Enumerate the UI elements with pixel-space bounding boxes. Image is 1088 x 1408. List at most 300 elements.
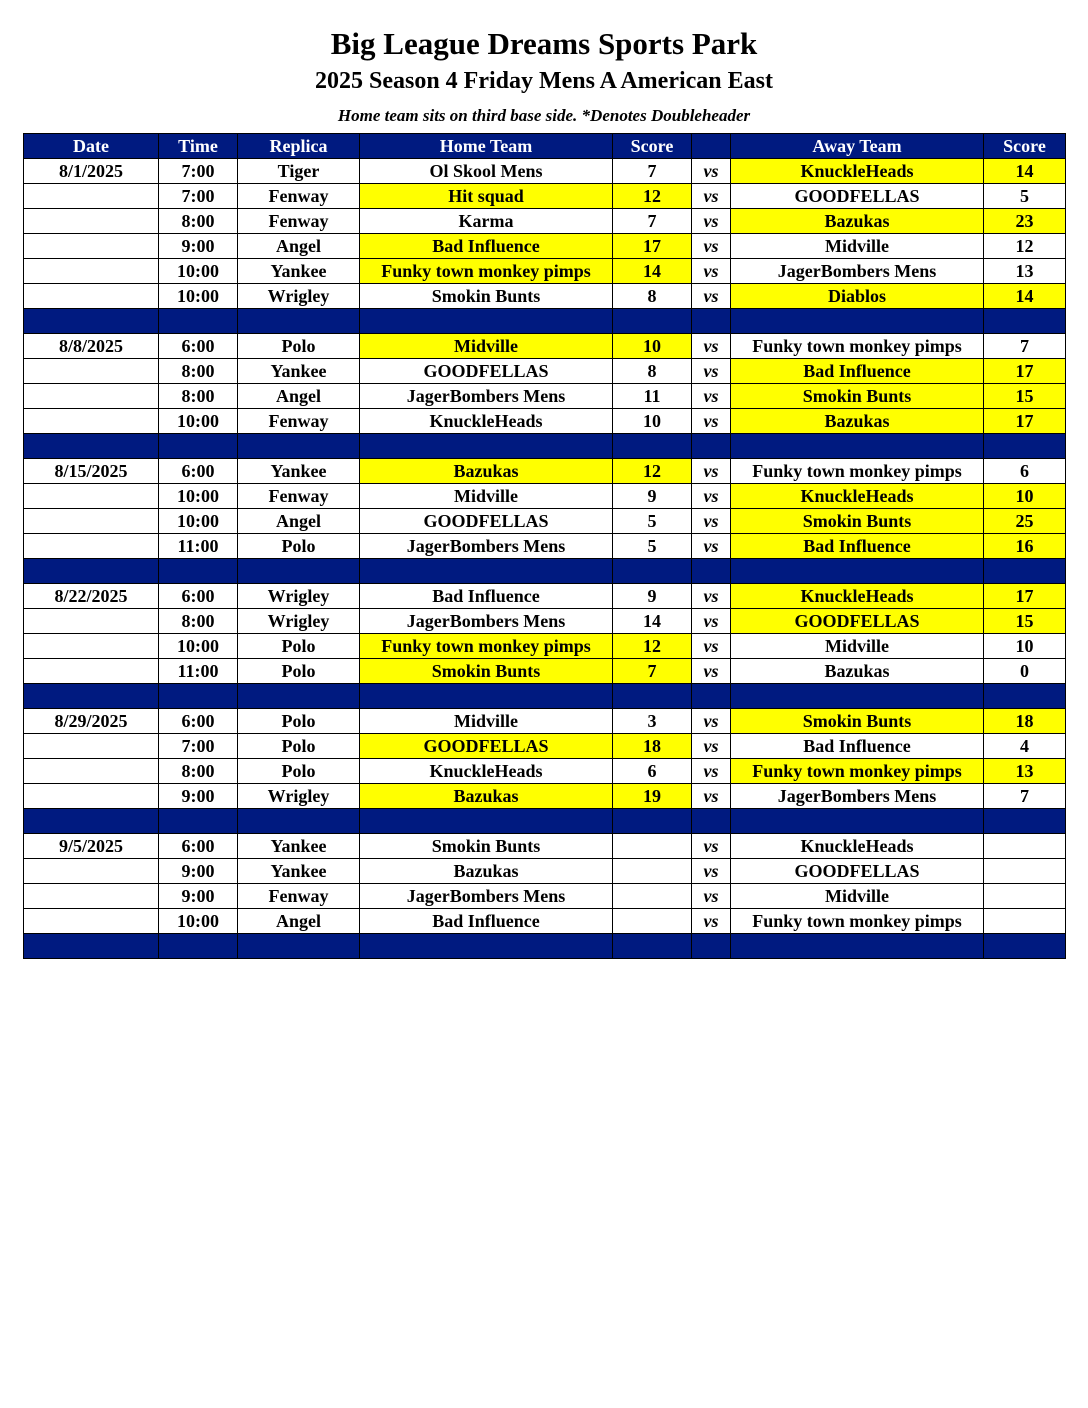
time-cell: 10:00 <box>159 509 238 534</box>
separator-cell <box>24 309 159 334</box>
home-team-cell: Bazukas <box>360 784 613 809</box>
vs-cell: vs <box>692 609 731 634</box>
page-note: Home team sits on third base side. *Denotes Doubleheader <box>337 106 751 125</box>
separator-cell <box>731 309 984 334</box>
time-cell: 8:00 <box>159 384 238 409</box>
separator-cell <box>360 559 613 584</box>
vs-cell: vs <box>692 784 731 809</box>
away-team-cell: KnuckleHeads <box>731 834 984 859</box>
away-team-cell: Funky town monkey pimps <box>731 909 984 934</box>
away-team-cell: JagerBombers Mens <box>731 259 984 284</box>
vs-cell: vs <box>692 709 731 734</box>
time-cell: 8:00 <box>159 359 238 384</box>
table-row <box>24 484 1066 509</box>
home-team-cell: JagerBombers Mens <box>360 609 613 634</box>
replica-cell: Tiger <box>238 159 360 184</box>
col-header-vs <box>692 134 731 159</box>
col-header-home-team: Home Team <box>360 134 613 159</box>
home-score-cell: 17 <box>613 234 692 259</box>
time-cell: 6:00 <box>159 584 238 609</box>
table-row <box>24 884 1066 909</box>
date-cell <box>24 184 159 209</box>
away-score-cell: 12 <box>984 234 1066 259</box>
col-header-home-score: Score <box>613 134 692 159</box>
home-score-cell <box>613 859 692 884</box>
table-row <box>24 159 1066 184</box>
separator-cell <box>984 934 1066 959</box>
home-team-cell: Funky town monkey pimps <box>360 259 613 284</box>
table-row <box>24 384 1066 409</box>
home-team-cell: Smokin Bunts <box>360 284 613 309</box>
home-score-cell: 9 <box>613 584 692 609</box>
home-score-cell: 7 <box>613 159 692 184</box>
vs-cell: vs <box>692 259 731 284</box>
date-cell <box>24 534 159 559</box>
date-cell <box>24 859 159 884</box>
home-team-cell: GOODFELLAS <box>360 734 613 759</box>
separator-cell <box>984 809 1066 834</box>
replica-cell: Polo <box>238 634 360 659</box>
away-team-cell: GOODFELLAS <box>731 184 984 209</box>
separator-cell <box>613 434 692 459</box>
separator-cell <box>613 309 692 334</box>
separator-cell <box>692 684 731 709</box>
away-team-cell: Bad Influence <box>731 734 984 759</box>
week-separator-row <box>24 934 1066 959</box>
home-team-cell: Midville <box>360 709 613 734</box>
time-cell: 7:00 <box>159 184 238 209</box>
away-score-cell: 10 <box>984 484 1066 509</box>
date-cell <box>24 659 159 684</box>
replica-cell: Polo <box>238 709 360 734</box>
separator-cell <box>238 559 360 584</box>
home-team-cell: Bad Influence <box>360 234 613 259</box>
home-score-cell: 8 <box>613 284 692 309</box>
page-subtitle: 2025 Season 4 Friday Mens A American East <box>314 68 773 94</box>
away-team-cell: Midville <box>731 884 984 909</box>
away-score-cell: 7 <box>984 784 1066 809</box>
vs-cell: vs <box>692 909 731 934</box>
away-score-cell: 17 <box>984 359 1066 384</box>
away-team-cell: Funky town monkey pimps <box>731 759 984 784</box>
away-score-cell: 15 <box>984 384 1066 409</box>
date-cell: 8/1/2025 <box>24 159 159 184</box>
vs-cell: vs <box>692 184 731 209</box>
date-cell <box>24 784 159 809</box>
table-row <box>24 209 1066 234</box>
away-score-cell: 17 <box>984 409 1066 434</box>
away-team-cell: Funky town monkey pimps <box>731 459 984 484</box>
home-score-cell: 3 <box>613 709 692 734</box>
col-header-away-team: Away Team <box>731 134 984 159</box>
time-cell: 6:00 <box>159 709 238 734</box>
vs-cell: vs <box>692 409 731 434</box>
table-row <box>24 509 1066 534</box>
date-cell: 8/22/2025 <box>24 584 159 609</box>
table-row <box>24 534 1066 559</box>
time-cell: 10:00 <box>159 284 238 309</box>
separator-cell <box>984 434 1066 459</box>
replica-cell: Polo <box>238 334 360 359</box>
time-cell: 9:00 <box>159 884 238 909</box>
time-cell: 9:00 <box>159 859 238 884</box>
separator-cell <box>731 559 984 584</box>
away-score-cell: 16 <box>984 534 1066 559</box>
away-score-cell: 10 <box>984 634 1066 659</box>
date-cell: 8/15/2025 <box>24 459 159 484</box>
replica-cell: Wrigley <box>238 784 360 809</box>
away-score-cell: 14 <box>984 159 1066 184</box>
away-score-cell: 0 <box>984 659 1066 684</box>
away-team-cell: Funky town monkey pimps <box>731 334 984 359</box>
separator-cell <box>360 934 613 959</box>
separator-cell <box>238 809 360 834</box>
table-row <box>24 359 1066 384</box>
table-row <box>24 909 1066 934</box>
separator-cell <box>238 309 360 334</box>
home-team-cell: Bad Influence <box>360 909 613 934</box>
date-cell <box>24 609 159 634</box>
separator-cell <box>692 434 731 459</box>
table-row <box>24 759 1066 784</box>
home-team-cell: Ol Skool Mens <box>360 159 613 184</box>
home-score-cell <box>613 909 692 934</box>
home-score-cell: 6 <box>613 759 692 784</box>
separator-cell <box>692 559 731 584</box>
replica-cell: Angel <box>238 384 360 409</box>
home-team-cell: Karma <box>360 209 613 234</box>
away-team-cell: Bazukas <box>731 409 984 434</box>
separator-cell <box>159 559 238 584</box>
time-cell: 6:00 <box>159 834 238 859</box>
time-cell: 11:00 <box>159 659 238 684</box>
separator-cell <box>24 809 159 834</box>
vs-cell: vs <box>692 584 731 609</box>
table-row <box>24 409 1066 434</box>
separator-cell <box>613 934 692 959</box>
vs-cell: vs <box>692 759 731 784</box>
date-cell <box>24 634 159 659</box>
separator-cell <box>238 434 360 459</box>
home-score-cell: 18 <box>613 734 692 759</box>
away-team-cell: JagerBombers Mens <box>731 784 984 809</box>
separator-cell <box>159 684 238 709</box>
header-row <box>24 134 1066 159</box>
separator-cell <box>159 434 238 459</box>
replica-cell: Polo <box>238 759 360 784</box>
table-row <box>24 609 1066 634</box>
time-cell: 7:00 <box>159 734 238 759</box>
date-cell <box>24 384 159 409</box>
away-score-cell: 13 <box>984 259 1066 284</box>
separator-cell <box>159 809 238 834</box>
away-team-cell: Midville <box>731 234 984 259</box>
col-header-date: Date <box>24 134 159 159</box>
replica-cell: Wrigley <box>238 284 360 309</box>
away-score-cell: 7 <box>984 334 1066 359</box>
separator-cell <box>24 684 159 709</box>
home-team-cell: Funky town monkey pimps <box>360 634 613 659</box>
replica-cell: Yankee <box>238 834 360 859</box>
table-row <box>24 784 1066 809</box>
replica-cell: Angel <box>238 509 360 534</box>
away-team-cell: KnuckleHeads <box>731 484 984 509</box>
vs-cell: vs <box>692 159 731 184</box>
away-team-cell: GOODFELLAS <box>731 859 984 884</box>
col-header-replica: Replica <box>238 134 360 159</box>
schedule-body <box>24 159 1066 959</box>
vs-cell: vs <box>692 484 731 509</box>
home-team-cell: GOODFELLAS <box>360 509 613 534</box>
table-row <box>24 659 1066 684</box>
table-row <box>24 334 1066 359</box>
date-cell <box>24 234 159 259</box>
date-cell <box>24 409 159 434</box>
away-team-cell: GOODFELLAS <box>731 609 984 634</box>
home-score-cell: 14 <box>613 259 692 284</box>
away-score-cell <box>984 834 1066 859</box>
separator-cell <box>613 809 692 834</box>
away-team-cell: Bazukas <box>731 209 984 234</box>
home-score-cell: 9 <box>613 484 692 509</box>
replica-cell: Yankee <box>238 459 360 484</box>
away-team-cell: Smokin Bunts <box>731 509 984 534</box>
home-score-cell: 11 <box>613 384 692 409</box>
replica-cell: Yankee <box>238 359 360 384</box>
home-team-cell: KnuckleHeads <box>360 409 613 434</box>
table-row <box>24 184 1066 209</box>
home-score-cell <box>613 834 692 859</box>
home-score-cell: 10 <box>613 334 692 359</box>
away-team-cell: KnuckleHeads <box>731 584 984 609</box>
home-score-cell: 5 <box>613 509 692 534</box>
date-cell <box>24 259 159 284</box>
time-cell: 10:00 <box>159 634 238 659</box>
table-row <box>24 734 1066 759</box>
separator-cell <box>731 684 984 709</box>
vs-cell: vs <box>692 734 731 759</box>
week-separator-row <box>24 684 1066 709</box>
separator-cell <box>984 684 1066 709</box>
separator-cell <box>159 309 238 334</box>
date-cell <box>24 284 159 309</box>
vs-cell: vs <box>692 234 731 259</box>
separator-cell <box>24 434 159 459</box>
home-team-cell: Midville <box>360 484 613 509</box>
vs-cell: vs <box>692 334 731 359</box>
separator-cell <box>360 434 613 459</box>
away-score-cell: 15 <box>984 609 1066 634</box>
away-score-cell <box>984 884 1066 909</box>
table-row <box>24 284 1066 309</box>
separator-cell <box>692 809 731 834</box>
time-cell: 7:00 <box>159 159 238 184</box>
away-score-cell: 25 <box>984 509 1066 534</box>
time-cell: 10:00 <box>159 259 238 284</box>
vs-cell: vs <box>692 359 731 384</box>
table-row <box>24 259 1066 284</box>
replica-cell: Angel <box>238 909 360 934</box>
week-separator-row <box>24 434 1066 459</box>
replica-cell: Polo <box>238 534 360 559</box>
date-cell: 8/8/2025 <box>24 334 159 359</box>
home-score-cell <box>613 884 692 909</box>
time-cell: 8:00 <box>159 759 238 784</box>
replica-cell: Wrigley <box>238 584 360 609</box>
home-team-cell: Midville <box>360 334 613 359</box>
home-team-cell: Smokin Bunts <box>360 834 613 859</box>
week-separator-row <box>24 809 1066 834</box>
col-header-time: Time <box>159 134 238 159</box>
table-row <box>24 859 1066 884</box>
home-team-cell: JagerBombers Mens <box>360 534 613 559</box>
time-cell: 6:00 <box>159 459 238 484</box>
replica-cell: Fenway <box>238 409 360 434</box>
away-team-cell: Bad Influence <box>731 359 984 384</box>
away-score-cell: 23 <box>984 209 1066 234</box>
replica-cell: Polo <box>238 734 360 759</box>
table-row <box>24 634 1066 659</box>
vs-cell: vs <box>692 859 731 884</box>
table-row <box>24 834 1066 859</box>
away-score-cell: 5 <box>984 184 1066 209</box>
vs-cell: vs <box>692 534 731 559</box>
home-score-cell: 5 <box>613 534 692 559</box>
date-cell <box>24 359 159 384</box>
separator-cell <box>360 684 613 709</box>
separator-cell <box>731 934 984 959</box>
time-cell: 11:00 <box>159 534 238 559</box>
separator-cell <box>238 684 360 709</box>
page-title: Big League Dreams Sports Park <box>330 26 758 61</box>
time-cell: 10:00 <box>159 409 238 434</box>
vs-cell: vs <box>692 834 731 859</box>
separator-cell <box>984 559 1066 584</box>
away-team-cell: Midville <box>731 634 984 659</box>
home-score-cell: 7 <box>613 209 692 234</box>
week-separator-row <box>24 559 1066 584</box>
date-cell <box>24 734 159 759</box>
away-team-cell: Diablos <box>731 284 984 309</box>
home-score-cell: 12 <box>613 634 692 659</box>
home-score-cell: 14 <box>613 609 692 634</box>
replica-cell: Polo <box>238 659 360 684</box>
away-score-cell: 17 <box>984 584 1066 609</box>
table-row <box>24 459 1066 484</box>
time-cell: 10:00 <box>159 909 238 934</box>
separator-cell <box>24 559 159 584</box>
separator-cell <box>613 559 692 584</box>
date-cell: 8/29/2025 <box>24 709 159 734</box>
vs-cell: vs <box>692 459 731 484</box>
vs-cell: vs <box>692 634 731 659</box>
separator-cell <box>692 309 731 334</box>
home-score-cell: 12 <box>613 459 692 484</box>
date-cell <box>24 484 159 509</box>
away-team-cell: KnuckleHeads <box>731 159 984 184</box>
away-team-cell: Smokin Bunts <box>731 709 984 734</box>
table-row <box>24 709 1066 734</box>
replica-cell: Fenway <box>238 884 360 909</box>
vs-cell: vs <box>692 509 731 534</box>
home-team-cell: Hit squad <box>360 184 613 209</box>
separator-cell <box>360 809 613 834</box>
vs-cell: vs <box>692 209 731 234</box>
home-score-cell: 7 <box>613 659 692 684</box>
date-cell <box>24 509 159 534</box>
separator-cell <box>984 309 1066 334</box>
home-team-cell: Bad Influence <box>360 584 613 609</box>
away-team-cell: Bazukas <box>731 659 984 684</box>
separator-cell <box>692 934 731 959</box>
separator-cell <box>24 934 159 959</box>
col-header-away-score: Score <box>984 134 1066 159</box>
date-cell <box>24 209 159 234</box>
date-cell <box>24 759 159 784</box>
replica-cell: Fenway <box>238 484 360 509</box>
separator-cell <box>731 434 984 459</box>
home-team-cell: JagerBombers Mens <box>360 884 613 909</box>
home-team-cell: KnuckleHeads <box>360 759 613 784</box>
replica-cell: Fenway <box>238 184 360 209</box>
away-score-cell <box>984 859 1066 884</box>
away-score-cell <box>984 909 1066 934</box>
vs-cell: vs <box>692 884 731 909</box>
separator-cell <box>238 934 360 959</box>
home-score-cell: 10 <box>613 409 692 434</box>
home-team-cell: Bazukas <box>360 859 613 884</box>
home-team-cell: Smokin Bunts <box>360 659 613 684</box>
separator-cell <box>613 684 692 709</box>
date-cell <box>24 909 159 934</box>
time-cell: 6:00 <box>159 334 238 359</box>
separator-cell <box>731 809 984 834</box>
date-cell <box>24 884 159 909</box>
separator-cell <box>360 309 613 334</box>
week-separator-row <box>24 309 1066 334</box>
vs-cell: vs <box>692 284 731 309</box>
date-cell: 9/5/2025 <box>24 834 159 859</box>
time-cell: 8:00 <box>159 209 238 234</box>
schedule-table <box>23 133 1066 959</box>
away-score-cell: 6 <box>984 459 1066 484</box>
replica-cell: Wrigley <box>238 609 360 634</box>
time-cell: 8:00 <box>159 609 238 634</box>
away-team-cell: Smokin Bunts <box>731 384 984 409</box>
away-score-cell: 4 <box>984 734 1066 759</box>
home-team-cell: GOODFELLAS <box>360 359 613 384</box>
replica-cell: Yankee <box>238 259 360 284</box>
home-score-cell: 12 <box>613 184 692 209</box>
table-row <box>24 584 1066 609</box>
time-cell: 10:00 <box>159 484 238 509</box>
away-score-cell: 14 <box>984 284 1066 309</box>
away-score-cell: 13 <box>984 759 1066 784</box>
replica-cell: Yankee <box>238 859 360 884</box>
vs-cell: vs <box>692 384 731 409</box>
away-team-cell: Bad Influence <box>731 534 984 559</box>
home-team-cell: Bazukas <box>360 459 613 484</box>
replica-cell: Fenway <box>238 209 360 234</box>
time-cell: 9:00 <box>159 234 238 259</box>
table-row <box>24 234 1066 259</box>
time-cell: 9:00 <box>159 784 238 809</box>
separator-cell <box>159 934 238 959</box>
vs-cell: vs <box>692 659 731 684</box>
away-score-cell: 18 <box>984 709 1066 734</box>
home-team-cell: JagerBombers Mens <box>360 384 613 409</box>
home-score-cell: 8 <box>613 359 692 384</box>
